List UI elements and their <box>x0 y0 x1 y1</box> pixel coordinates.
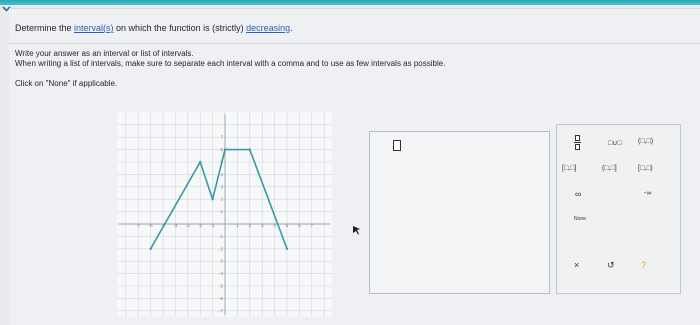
function-point <box>199 161 201 163</box>
x-tick-label: -1 <box>210 223 215 228</box>
y-tick-label: 7 <box>220 134 223 140</box>
y-tick-label: -7 <box>218 308 223 314</box>
math-keypad <box>556 124 681 294</box>
x-tick-label: -2 <box>198 223 203 228</box>
y-tick-label: 4 <box>220 171 223 177</box>
x-tick-label: -5 <box>160 223 166 228</box>
y-tick-label: 2 <box>220 196 223 202</box>
function-graph <box>117 112 332 317</box>
x-tick-label: 7 <box>310 223 314 228</box>
instruction-line-2: When writing a list of intervals, make sure to separate each interval with a comma and to use as few intervals as possible. <box>15 59 446 68</box>
infinity-key[interactable]: ∞ <box>575 189 582 199</box>
decreasing-link[interactable]: decreasing <box>246 23 291 33</box>
prompt-text-middle: on which the function is (strictly) <box>113 23 247 33</box>
x-tick-label: 6 <box>298 223 301 228</box>
y-tick-label: 5 <box>220 159 223 165</box>
y-tick-label: 3 <box>220 184 223 190</box>
none-key[interactable]: None <box>574 216 586 222</box>
x-tick-label: -4 <box>173 223 178 228</box>
y-tick-label: -6 <box>218 295 223 301</box>
y-tick-label: -1 <box>218 233 223 239</box>
answer-area[interactable] <box>369 131 550 294</box>
x-tick-label: 2 <box>248 223 252 228</box>
mouse-cursor-icon <box>352 222 362 232</box>
y-tick-label: -5 <box>218 283 223 289</box>
question-prompt <box>15 23 293 33</box>
divider <box>9 43 700 44</box>
prompt-end: . <box>290 23 293 33</box>
undo-icon[interactable]: ↺ <box>607 260 615 270</box>
help-icon[interactable]: ? <box>641 260 647 270</box>
instruction-line-1: Write your answer as an interval or list of intervals. <box>15 49 194 58</box>
top-accent-bar <box>0 0 700 5</box>
x-tick-label: 4 <box>273 223 276 228</box>
closed-open-interval-key[interactable]: [□,□) <box>638 165 653 172</box>
interval-link[interactable]: interval(s) <box>74 23 114 33</box>
x-tick-label: 1 <box>236 223 239 228</box>
x-tick-label: -7 <box>136 223 141 228</box>
fraction-icon[interactable] <box>574 135 581 150</box>
function-point <box>149 248 151 250</box>
x-tick-label: -6 <box>148 223 153 228</box>
open-closed-interval-key[interactable]: (□,□] <box>602 165 617 172</box>
y-tick-label: 6 <box>220 147 223 153</box>
negative-infinity-key[interactable]: -∞ <box>644 190 652 197</box>
instruction-line-3: Click on "None" if applicable. <box>15 79 118 88</box>
function-point <box>249 148 251 150</box>
x-tick-label: -3 <box>185 223 190 228</box>
x-tick-label: 3 <box>260 223 264 228</box>
function-point <box>286 248 288 250</box>
prompt-text: Determine the <box>15 23 75 33</box>
question-panel <box>9 8 700 325</box>
union-key[interactable]: □∪□ <box>608 140 622 147</box>
clear-icon[interactable]: × <box>574 260 580 270</box>
y-tick-label: 1 <box>220 209 223 215</box>
function-point <box>224 148 226 150</box>
open-open-interval-key[interactable]: (□,□) <box>638 138 654 145</box>
y-tick-label: -3 <box>218 258 223 264</box>
function-point <box>211 198 213 200</box>
answer-input[interactable] <box>393 140 401 151</box>
y-tick-label: -2 <box>218 246 223 252</box>
y-tick-label: -4 <box>218 271 223 277</box>
closed-closed-interval-key[interactable]: [□,□] <box>562 165 577 172</box>
x-tick-label: 5 <box>285 223 289 228</box>
